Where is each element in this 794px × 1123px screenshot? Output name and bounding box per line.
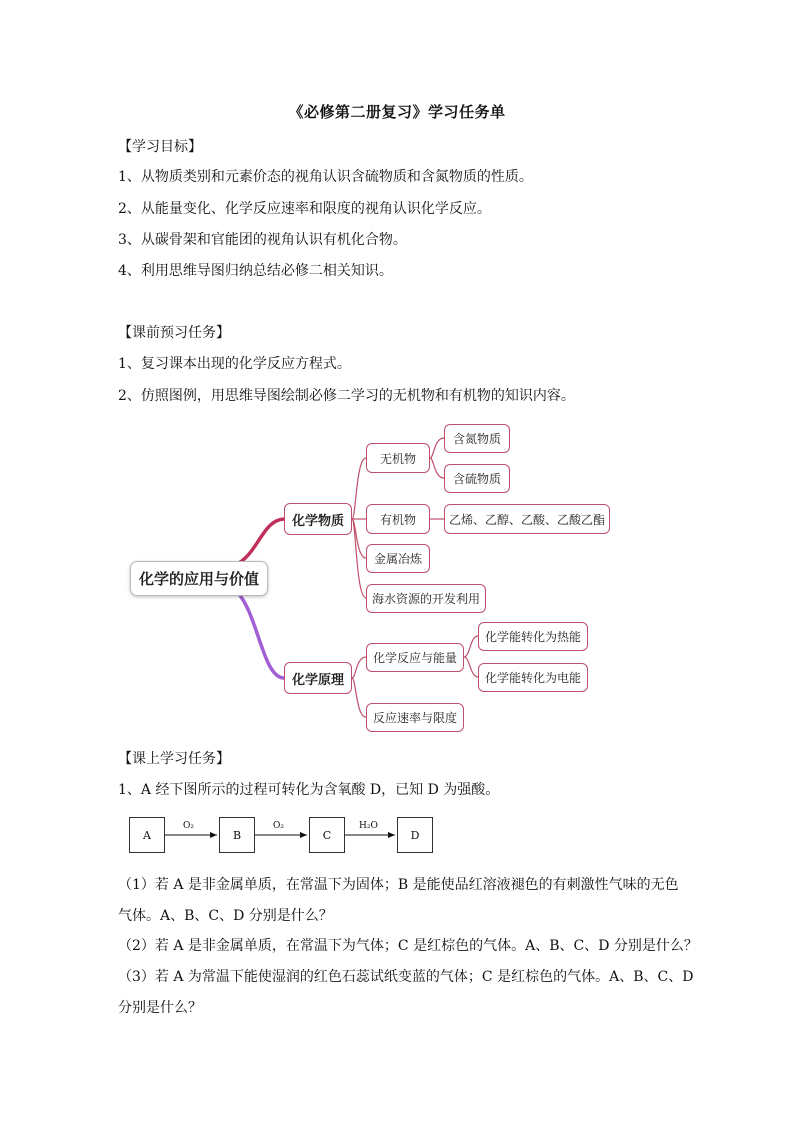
question-3-line-1: （3）若 A 为常温下能使湿润的红色石蕊试纸变蓝的气体；C 是红棕色的气体。A、B、C、D xyxy=(118,969,694,985)
question-1-line-2: 气体。A、B、C、D 分别是什么？ xyxy=(118,908,333,924)
flow-box-c: C xyxy=(309,817,345,853)
mindmap-node-reaction-energy: 化学反应与能量 xyxy=(366,643,464,672)
mindmap-node-metal: 金属冶炼 xyxy=(366,544,430,573)
mindmap-node-electric: 化学能转化为电能 xyxy=(478,663,588,692)
mindmap-node-inorganic: 无机物 xyxy=(366,443,430,473)
mindmap-node-organic-list: 乙烯、乙醇、乙酸、乙酸乙酯 xyxy=(444,504,610,534)
class-tasks-heading: 【课上学习任务】 xyxy=(118,751,230,767)
class-task-intro: 1、A 经下图所示的过程可转化为含氧酸 D，已知 D 为强酸。 xyxy=(118,782,500,798)
question-3-line-2: 分别是什么？ xyxy=(118,1000,202,1016)
preview-item-2: 2、仿照图例，用思维导图绘制必修二学习的无机物和有机物的知识内容。 xyxy=(118,388,575,404)
flow-box-d: D xyxy=(397,817,433,853)
mindmap-root-node: 化学的应用与价值 xyxy=(130,561,268,596)
objectives-heading: 【学习目标】 xyxy=(118,139,202,155)
mindmap-branch-chemical-substances: 化学物质 xyxy=(284,503,352,535)
mindmap-node-sulfur: 含硫物质 xyxy=(444,464,510,493)
flow-reagent-2: O₂ xyxy=(273,821,284,831)
mindmap-node-nitrogen: 含氮物质 xyxy=(444,424,510,453)
mindmap-branch-chemical-principles: 化学原理 xyxy=(284,662,352,694)
flow-box-a: A xyxy=(129,817,165,853)
objective-item-3: 3、从碳骨架和官能团的视角认识有机化合物。 xyxy=(118,232,407,248)
page-title: 《必修第二册复习》学习任务单 xyxy=(288,103,506,121)
mindmap-node-seawater: 海水资源的开发利用 xyxy=(366,584,486,613)
flow-box-b: B xyxy=(219,817,255,853)
mindmap-node-heat: 化学能转化为热能 xyxy=(478,622,588,651)
objective-item-4: 4、利用思维导图归纳总结必修二相关知识。 xyxy=(118,263,393,279)
question-2: （2）若 A 是非金属单质，在常温下为气体；C 是红棕色的气体。A、B、C、D 分别是什么？ xyxy=(118,938,698,954)
objective-item-2: 2、从能量变化、化学反应速率和限度的视角认识化学反应。 xyxy=(118,201,491,217)
flow-reagent-3: H₂O xyxy=(359,821,378,831)
mindmap-node-organic: 有机物 xyxy=(366,504,430,534)
preview-heading: 【课前预习任务】 xyxy=(118,325,230,341)
objective-item-1: 1、从物质类别和元素价态的视角认识含硫物质和含氮物质的性质。 xyxy=(118,169,533,185)
flow-reagent-1: O₂ xyxy=(183,821,194,831)
mindmap-node-rate: 反应速率与限度 xyxy=(366,703,464,732)
question-1-line-1: （1）若 A 是非金属单质，在常温下为固体；B 是能使品红溶液褪色的有刺激性气味的无色 xyxy=(118,877,679,893)
preview-item-1: 1、复习课本出现的化学反应方程式。 xyxy=(118,356,351,372)
